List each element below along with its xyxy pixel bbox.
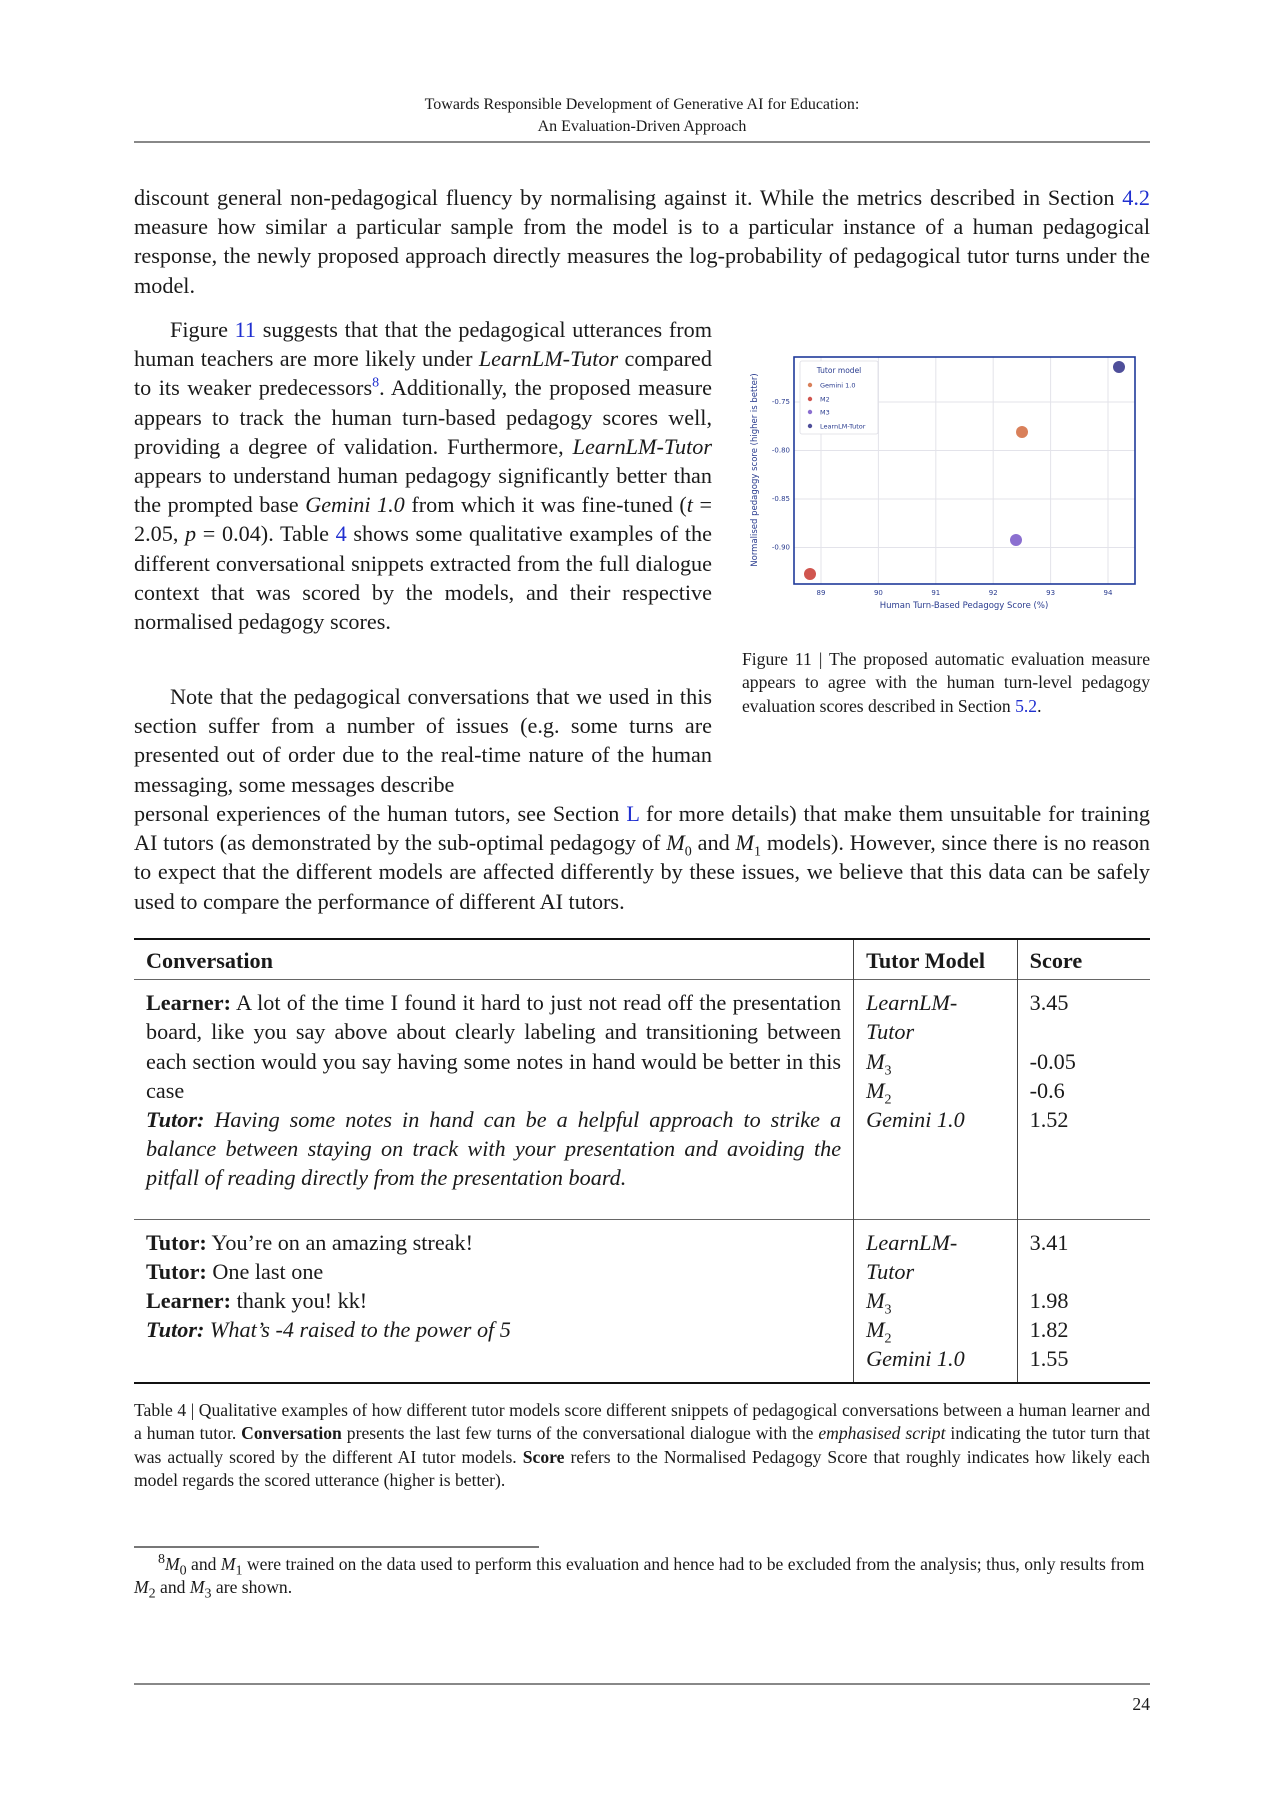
point-gemini-1-0 <box>1016 426 1028 438</box>
legend-label-gemini: Gemini 1.0 <box>820 381 856 390</box>
legend-marker-gemini <box>808 383 812 387</box>
footnote-link-8[interactable]: 8 <box>372 376 380 392</box>
subscript: 0 <box>684 844 692 860</box>
utterance: You’re on an amazing streak! <box>206 1229 474 1255</box>
text: compared to its weaker predecessors <box>134 346 712 401</box>
tutor-model-cell <box>854 1219 1018 1382</box>
math-var: t <box>686 492 693 518</box>
score-value: 3.45 <box>1029 990 1069 1016</box>
svg-text:94: 94 <box>1103 589 1113 597</box>
legend-marker-learnlm <box>808 424 812 428</box>
score-value: 1.52 <box>1029 1106 1069 1132</box>
y-axis-label: Normalised pedagogy score (higher is better) <box>750 373 760 567</box>
scatter-chart <box>740 350 1160 630</box>
text: were trained on the data used to perform this evaluation and hence had to be excluded from the analysis; thus, only results from <box>242 1554 1145 1574</box>
footnote-mark: 8 <box>158 1552 165 1568</box>
subscript: 2 <box>884 1331 892 1347</box>
utterance: thank you! kk! <box>231 1288 368 1314</box>
legend-marker-m2 <box>808 397 812 401</box>
table-row <box>134 1219 1150 1382</box>
model-name: M <box>866 1288 885 1313</box>
text: for more details) that make them unsuitable for training AI tutors (as demonstrated by the sub-optimal pedagogy of <box>134 801 1150 856</box>
svg-text:-0.90: -0.90 <box>771 543 790 552</box>
subscript: 2 <box>148 1586 156 1602</box>
text: and <box>691 830 736 856</box>
svg-text:-0.75: -0.75 <box>771 398 790 406</box>
math-var: M <box>220 1554 236 1574</box>
header-conversation: Conversation <box>146 948 273 973</box>
score-value: -0.6 <box>1029 1077 1065 1103</box>
footnote-8 <box>134 1553 1150 1600</box>
utterance: One last one <box>206 1258 324 1284</box>
paragraph-figure-discussion <box>134 315 712 636</box>
speaker-label: Learner: <box>146 1288 232 1314</box>
score-value: 1.98 <box>1029 1288 1069 1313</box>
legend-label-learnlm: LearnLM-Tutor <box>820 422 866 431</box>
scored-utterance: What’s -4 raised to the power of 5 <box>204 1317 511 1343</box>
page-number: 24 <box>1132 1694 1150 1714</box>
footer-rule <box>134 1683 1150 1685</box>
model-name: LearnLM- <box>866 1229 958 1255</box>
score-cell <box>1017 1219 1150 1382</box>
text: shows some qualitative examples of the different conversational snippets extracted from the full dialogue context that was scored by the models, and their respective normalised pedagogy scores. <box>134 521 712 635</box>
text: Score <box>522 1446 565 1467</box>
header-title-line2: An Evaluation-Driven Approach <box>537 118 747 135</box>
model-name: Tutor <box>866 1258 915 1284</box>
table-header-row <box>134 939 1150 980</box>
subscript: 3 <box>884 1063 892 1079</box>
legend-label-m3: M3 <box>820 408 830 417</box>
point-m2 <box>804 568 816 580</box>
svg-text:-0.85: -0.85 <box>771 495 790 503</box>
svg-text:92: 92 <box>988 589 998 597</box>
svg-text:90: 90 <box>873 589 883 597</box>
text: Table 4 | Qualitative examples of how different tutor models score different snippets of pedagogical conversations between a human learner and a human tutor. <box>134 1400 1150 1444</box>
table-link-4[interactable]: 4 <box>335 521 347 547</box>
subscript: 1 <box>235 1563 243 1579</box>
subscript: 3 <box>884 1302 892 1318</box>
math-var: M <box>134 1577 149 1598</box>
model-name: Gemini 1.0 <box>866 1346 965 1372</box>
header-rule <box>134 141 1150 143</box>
score-cell <box>1017 980 1150 1219</box>
legend-marker-m3 <box>808 410 812 414</box>
speaker-label: Tutor: <box>146 1317 205 1343</box>
speaker-label: Tutor: <box>146 1107 205 1133</box>
score-value: 1.55 <box>1029 1346 1069 1372</box>
score-value <box>1030 1257 1138 1286</box>
text: appears to understand human pedagogy significantly better than the prompted base <box>134 463 712 518</box>
text: from which it was fine-tuned ( <box>404 492 687 518</box>
table-row <box>134 980 1150 1219</box>
legend-title: Tutor model <box>816 366 862 375</box>
section-link-5-2[interactable]: 5.2 <box>1015 695 1038 716</box>
paragraph-limitations <box>134 682 712 799</box>
conversation-cell <box>134 1219 854 1382</box>
subscript: 1 <box>754 844 762 860</box>
point-learnlm-tutor <box>1113 361 1125 373</box>
math-var: p <box>185 521 197 547</box>
math-var: M <box>735 830 755 856</box>
figure-11-scatter <box>740 350 1160 630</box>
text: personal experiences of the human tutors, see Section <box>134 801 627 826</box>
y-tick-labels <box>772 398 790 552</box>
subscript: 3 <box>204 1586 212 1602</box>
text: . Additionally, the proposed measure appears to track the human turn-based pedagogy scores well, providing a degree of validation. Furthermore, <box>134 375 712 459</box>
score-value <box>1030 1017 1138 1046</box>
text: measure how similar a particular sample from the model is to a particular instance of a human pedagogical response, the newly proposed approach directly measures the log-probability of pedagogical tutor turns under the model. <box>134 214 1150 298</box>
section-link-L[interactable]: L <box>626 801 640 826</box>
text: refers to the Normalised Pedagogy Score that roughly indicates how likely each model regards the scored utterance (higher is better). <box>134 1446 1150 1491</box>
svg-text:93: 93 <box>1046 589 1056 597</box>
model-name: M <box>866 1048 885 1074</box>
table-4-caption <box>134 1399 1150 1493</box>
header-score: Score <box>1017 939 1150 980</box>
header-tutor-model: Tutor Model <box>854 939 1018 980</box>
speaker-label: Tutor: <box>146 1229 207 1255</box>
score-value: -0.05 <box>1029 1048 1076 1074</box>
model-name: Tutor <box>866 1019 915 1045</box>
model-name: M <box>866 1317 885 1343</box>
chart-legend <box>800 361 878 434</box>
point-m3 <box>1010 534 1022 546</box>
text: . <box>1037 695 1042 716</box>
text: = 0.04). Table <box>196 521 336 547</box>
speaker-label: Learner: <box>146 990 232 1016</box>
text: discount general non-pedagogical fluency by normalising against it. While the metrics described in Section <box>134 185 1123 210</box>
figure-link-11[interactable]: 11 <box>234 317 257 342</box>
math-var: M <box>165 1554 180 1574</box>
text: suggests that that the pedagogical utterances from human teachers are more likely under <box>134 317 713 372</box>
utterance: A lot of the time I found it hard to just not read off the presentation board, like you say above about clearly labeling and transitioning between each section would you say having some notes in hand would be better in this case <box>146 990 842 1103</box>
text: Figure <box>170 317 235 342</box>
math-var: M <box>666 830 685 856</box>
model-name: Gemini 1.0 <box>866 1106 965 1132</box>
math-var: M <box>189 1577 205 1598</box>
model-name: LearnLM- <box>866 990 958 1016</box>
footnote-rule <box>134 1546 539 1548</box>
x-axis-label: Human Turn-Based Pedagogy Score (%) <box>879 601 1049 611</box>
paragraph-intro <box>134 183 1150 300</box>
text: are shown. <box>211 1577 293 1598</box>
svg-text:91: 91 <box>931 589 941 597</box>
running-header <box>134 94 1150 138</box>
model-name: LearnLM-Tutor <box>572 433 712 459</box>
scored-utterance: Having some notes in hand can be a helpful approach to strike a balance between staying on track with your presentation and avoiding the pitfall of reading directly from the presentation board. <box>146 1107 842 1191</box>
legend-label-m2: M2 <box>820 395 830 404</box>
text: = 2.05, <box>134 492 712 547</box>
paragraph-limitations-cont <box>134 799 1150 916</box>
text: emphasised script <box>818 1423 946 1444</box>
model-name: LearnLM-Tutor <box>478 346 619 372</box>
header-title-line1: Towards Responsible Development of Generative AI for Education: <box>424 96 860 113</box>
text: and <box>186 1554 221 1574</box>
score-value: 1.82 <box>1029 1317 1069 1343</box>
figure-11-caption <box>742 648 1150 718</box>
text: Note that the pedagogical conversations that we used in this section suffer from a number of issues (e.g. some turns are presented out of order due to the real-time nature of the human messaging, some messages describe <box>134 684 712 797</box>
text: models). However, since there is no reason to expect that the different models are affected differently by these issues, we believe that this data can be safely used to compare the performance of different AI tutors. <box>134 830 1150 914</box>
svg-text:89: 89 <box>816 589 826 597</box>
svg-text:-0.80: -0.80 <box>771 446 790 455</box>
conversation-cell <box>134 980 854 1219</box>
subscript: 2 <box>884 1092 892 1108</box>
text: Figure 11 | The proposed automatic evaluation measure appears to agree with the human turn-level pedagogy evaluation scores described in Section <box>742 649 1150 716</box>
subscript: 0 <box>179 1563 187 1579</box>
tutor-model-cell <box>854 980 1018 1219</box>
speaker-label: Tutor: <box>146 1258 207 1284</box>
section-link-4-2[interactable]: 4.2 <box>1122 185 1150 210</box>
model-name: Gemini 1.0 <box>305 492 405 518</box>
score-value: 3.41 <box>1029 1229 1069 1255</box>
table-4 <box>134 938 1150 1384</box>
text: presents the last few turns of the conversational dialogue with the <box>341 1423 819 1444</box>
text: Conversation <box>241 1423 342 1444</box>
text: and <box>155 1577 190 1598</box>
x-tick-labels <box>817 589 1113 597</box>
model-name: M <box>866 1077 885 1103</box>
text: indicating the tutor turn that was actually scored by the different AI tutor models. <box>134 1423 1150 1467</box>
